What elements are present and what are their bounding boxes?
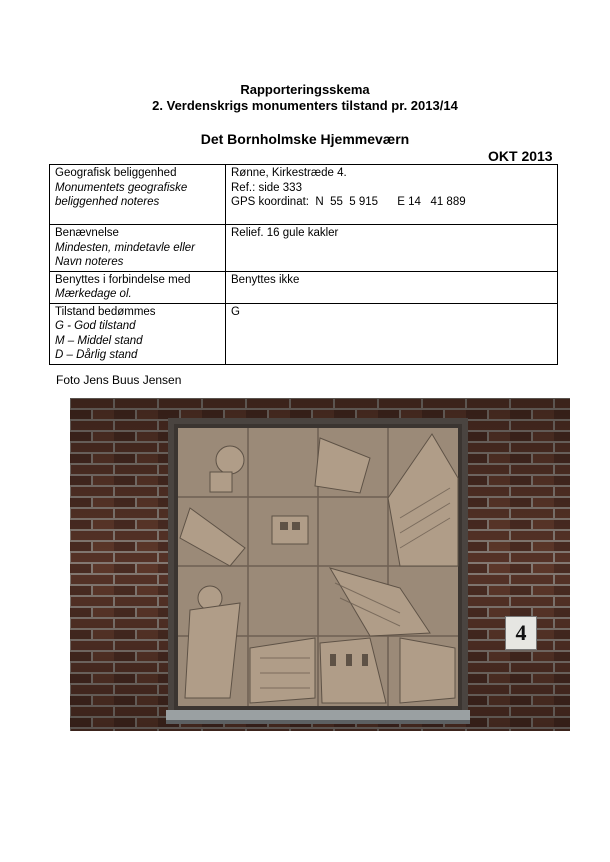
condition-value: G	[231, 305, 240, 318]
organization-name: Det Bornholmske Hjemmeværn	[200, 131, 410, 147]
row-value-cell	[226, 303, 558, 364]
row-label-cell	[50, 225, 226, 272]
row-value-cell	[226, 165, 558, 225]
row-hint: Mindesten, mindetavle eller	[55, 241, 195, 254]
usage-value: Benyttes ikke	[231, 273, 300, 286]
row-label-cell	[50, 303, 226, 364]
row-hint: Mærkedage ol.	[55, 288, 132, 300]
row-label-cell	[50, 165, 226, 225]
row-value-cell	[226, 225, 558, 272]
photo-caption: Foto Jens Buus Jensen	[56, 373, 182, 387]
location-value: Rønne, Kirkestræde 4.	[231, 167, 347, 179]
row-label: Benyttes i forbindelse med	[55, 273, 191, 286]
row-label: Benævnelse	[55, 227, 119, 239]
report-form-table	[49, 164, 558, 365]
row-label: Geografisk beliggenhed	[55, 167, 177, 179]
report-date: OKT 2013	[488, 148, 553, 164]
house-number-plate: 4	[505, 616, 537, 650]
table-row	[50, 225, 558, 272]
form-subtitle: 2. Verdenskrigs monumenters tilstand pr. 2013/14	[152, 98, 458, 113]
row-label: Tilstand bedømmes	[55, 305, 156, 318]
row-hint: Monumentets geografiske	[55, 181, 188, 194]
gps-value: GPS koordinat: N 55 5 915 E 14 41 889	[231, 196, 466, 208]
table-row	[50, 271, 558, 303]
designation-value: Relief. 16 gule kakler	[231, 227, 339, 239]
row-hint: G - God tilstand	[55, 320, 136, 332]
table-row	[50, 165, 558, 225]
row-hint: Navn noteres	[55, 256, 124, 268]
form-title: Rapporteringsskema	[240, 82, 370, 97]
relief-panel	[178, 428, 458, 706]
row-hint: beliggenhed noteres	[55, 196, 160, 208]
row-value-cell	[226, 271, 558, 303]
table-row	[50, 303, 558, 364]
monument-photo	[70, 398, 570, 731]
row-hint: D – Dårlig stand	[55, 349, 138, 361]
reference-value: Ref.: side 333	[231, 181, 302, 194]
row-label-cell	[50, 271, 226, 303]
row-hint: M – Middel stand	[55, 334, 143, 347]
